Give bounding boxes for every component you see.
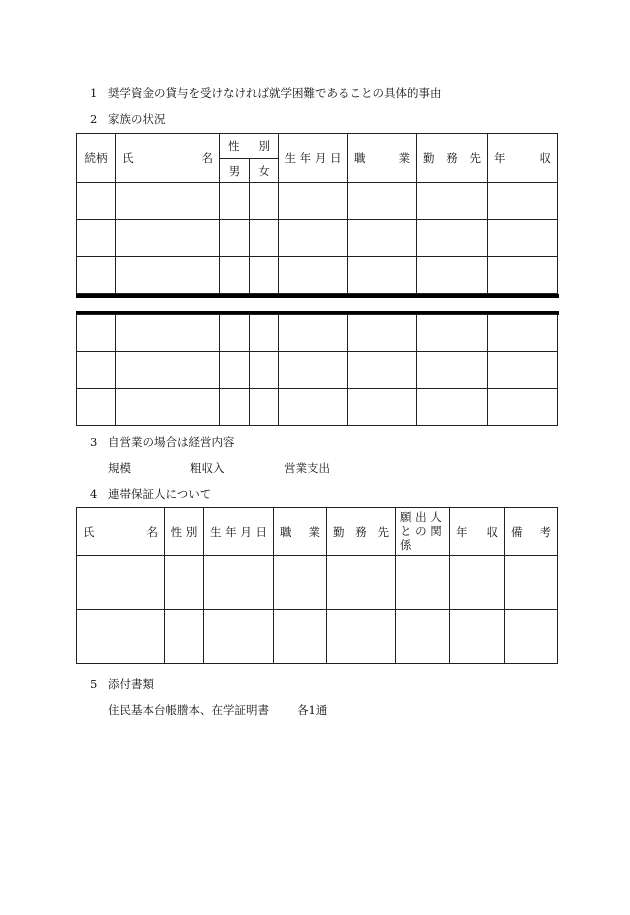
attachment-count: 各1通	[297, 703, 328, 717]
section-1-number: 1	[90, 86, 98, 100]
g-header-work-c: 先	[377, 524, 389, 539]
g-header-note-b: 考	[539, 524, 551, 539]
cell[interactable]	[488, 315, 558, 352]
business-expense-label: 営業支出	[284, 461, 330, 475]
header-name-b: 名	[201, 151, 213, 165]
g-header-job	[274, 508, 327, 556]
table-row	[77, 315, 558, 352]
cell[interactable]	[250, 315, 279, 352]
cell[interactable]	[488, 183, 558, 220]
g-header-work-b: 務	[355, 524, 367, 539]
header-job	[348, 134, 417, 183]
header-workplace	[417, 134, 488, 183]
table-row	[77, 389, 558, 426]
family-table-bottom	[76, 314, 558, 426]
cell[interactable]	[327, 610, 396, 664]
section-2-title: 家族の状況	[108, 112, 166, 126]
cell[interactable]	[505, 556, 558, 610]
cell[interactable]	[77, 315, 116, 352]
section-2-heading	[90, 111, 166, 127]
cell[interactable]	[488, 220, 558, 257]
cell[interactable]	[488, 257, 558, 294]
section-4-number: 4	[90, 487, 98, 501]
g-header-name-a: 氏	[83, 524, 95, 539]
section-1-heading	[90, 85, 442, 101]
cell[interactable]	[220, 257, 250, 294]
g-header-rel-line-3: 係	[400, 538, 412, 552]
cell[interactable]	[279, 257, 348, 294]
cell[interactable]	[165, 556, 204, 610]
cell[interactable]	[450, 610, 505, 664]
cell[interactable]	[488, 389, 558, 426]
g-header-note-a: 備	[511, 524, 523, 539]
g-header-job-b: 業	[308, 524, 320, 539]
attachment-docs: 住民基本台帳謄本、在学証明書	[108, 703, 269, 717]
business-gross-label: 粗収入	[190, 461, 225, 475]
cell[interactable]	[348, 220, 417, 257]
section-3-heading	[90, 434, 235, 450]
cell[interactable]	[250, 257, 279, 294]
header-gender	[220, 134, 279, 159]
g-header-gender: 性 別	[165, 508, 204, 556]
section-5-title: 添付書類	[108, 677, 154, 691]
cell[interactable]	[77, 352, 116, 389]
cell[interactable]	[505, 610, 558, 664]
header-name	[116, 134, 220, 183]
cell[interactable]	[220, 315, 250, 352]
header-birth: 生 年 月 日	[279, 134, 348, 183]
cell[interactable]	[417, 389, 488, 426]
cell[interactable]	[250, 183, 279, 220]
header-gender-a: 性	[228, 139, 240, 153]
header-job-a: 職	[354, 151, 366, 165]
table-row	[77, 257, 558, 294]
g-header-income-b: 収	[486, 524, 498, 539]
table-break-line-top	[76, 294, 559, 298]
g-header-birth: 生 年 月 日	[204, 508, 274, 556]
table-row	[77, 183, 558, 220]
cell[interactable]	[274, 610, 327, 664]
cell[interactable]	[327, 556, 396, 610]
header-female: 女	[250, 159, 279, 183]
table-row	[77, 556, 558, 610]
cell[interactable]	[204, 556, 274, 610]
cell[interactable]	[488, 352, 558, 389]
cell[interactable]	[116, 257, 220, 294]
table-row	[77, 220, 558, 257]
cell[interactable]	[116, 220, 220, 257]
g-header-note	[505, 508, 558, 556]
guarantor-table	[76, 507, 558, 664]
cell[interactable]	[250, 389, 279, 426]
g-header-workplace	[327, 508, 396, 556]
header-name-a: 氏	[122, 151, 134, 165]
g-header-rel-line-1: 願 出 人	[400, 510, 442, 524]
header-income-a: 年	[494, 151, 506, 165]
g-header-work-a: 勤	[333, 524, 345, 539]
g-header-income-a: 年	[456, 524, 468, 539]
cell[interactable]	[417, 257, 488, 294]
cell[interactable]	[348, 183, 417, 220]
cell[interactable]	[77, 610, 165, 664]
g-header-relationship	[396, 508, 450, 556]
cell[interactable]	[165, 610, 204, 664]
header-work-b: 務	[446, 151, 458, 165]
family-table-top	[76, 133, 558, 294]
g-header-income	[450, 508, 505, 556]
cell[interactable]	[204, 610, 274, 664]
business-scale-label: 規模	[108, 461, 131, 475]
cell[interactable]	[220, 389, 250, 426]
cell[interactable]	[348, 352, 417, 389]
header-work-c: 先	[469, 151, 481, 165]
cell[interactable]	[116, 183, 220, 220]
cell[interactable]	[417, 183, 488, 220]
header-work-a: 勤	[423, 151, 435, 165]
cell[interactable]	[220, 220, 250, 257]
cell[interactable]	[348, 389, 417, 426]
header-gender-b: 別	[258, 139, 270, 153]
section-5-heading	[90, 676, 154, 692]
cell[interactable]	[77, 389, 116, 426]
table-row	[77, 352, 558, 389]
cell[interactable]	[396, 610, 450, 664]
cell[interactable]	[77, 220, 116, 257]
cell[interactable]	[77, 257, 116, 294]
cell[interactable]	[279, 352, 348, 389]
section-4-title: 連帯保証人について	[108, 487, 212, 501]
cell[interactable]	[417, 315, 488, 352]
g-header-name-b: 名	[146, 524, 158, 539]
cell[interactable]	[279, 183, 348, 220]
cell[interactable]	[77, 183, 116, 220]
header-income-b: 収	[539, 151, 551, 165]
section-5-number: 5	[90, 677, 98, 691]
cell[interactable]	[417, 220, 488, 257]
cell[interactable]	[279, 389, 348, 426]
section-3-title: 自営業の場合は経営内容	[108, 435, 235, 449]
cell[interactable]	[348, 315, 417, 352]
cell[interactable]	[279, 220, 348, 257]
cell[interactable]	[116, 389, 220, 426]
header-income	[488, 134, 558, 183]
g-header-rel-line-2: と の 関	[400, 524, 442, 538]
header-job-b: 業	[398, 151, 410, 165]
cell[interactable]	[220, 183, 250, 220]
header-male: 男	[220, 159, 250, 183]
cell[interactable]	[116, 315, 220, 352]
section-1-title: 奨学資金の貸与を受けなければ就学困難であることの具体的事由	[108, 86, 442, 100]
cell[interactable]	[250, 352, 279, 389]
cell[interactable]	[116, 352, 220, 389]
section-4-heading	[90, 486, 211, 502]
cell[interactable]	[450, 556, 505, 610]
section-2-number: 2	[90, 112, 98, 126]
cell[interactable]	[77, 556, 165, 610]
cell[interactable]	[250, 220, 279, 257]
cell[interactable]	[348, 257, 417, 294]
cell[interactable]	[220, 352, 250, 389]
cell[interactable]	[279, 315, 348, 352]
table-row	[77, 610, 558, 664]
g-header-job-a: 職	[280, 524, 292, 539]
g-header-name	[77, 508, 165, 556]
header-relation: 続柄	[77, 134, 116, 183]
section-3-number: 3	[90, 435, 98, 449]
cell[interactable]	[417, 352, 488, 389]
cell[interactable]	[274, 556, 327, 610]
cell[interactable]	[396, 556, 450, 610]
